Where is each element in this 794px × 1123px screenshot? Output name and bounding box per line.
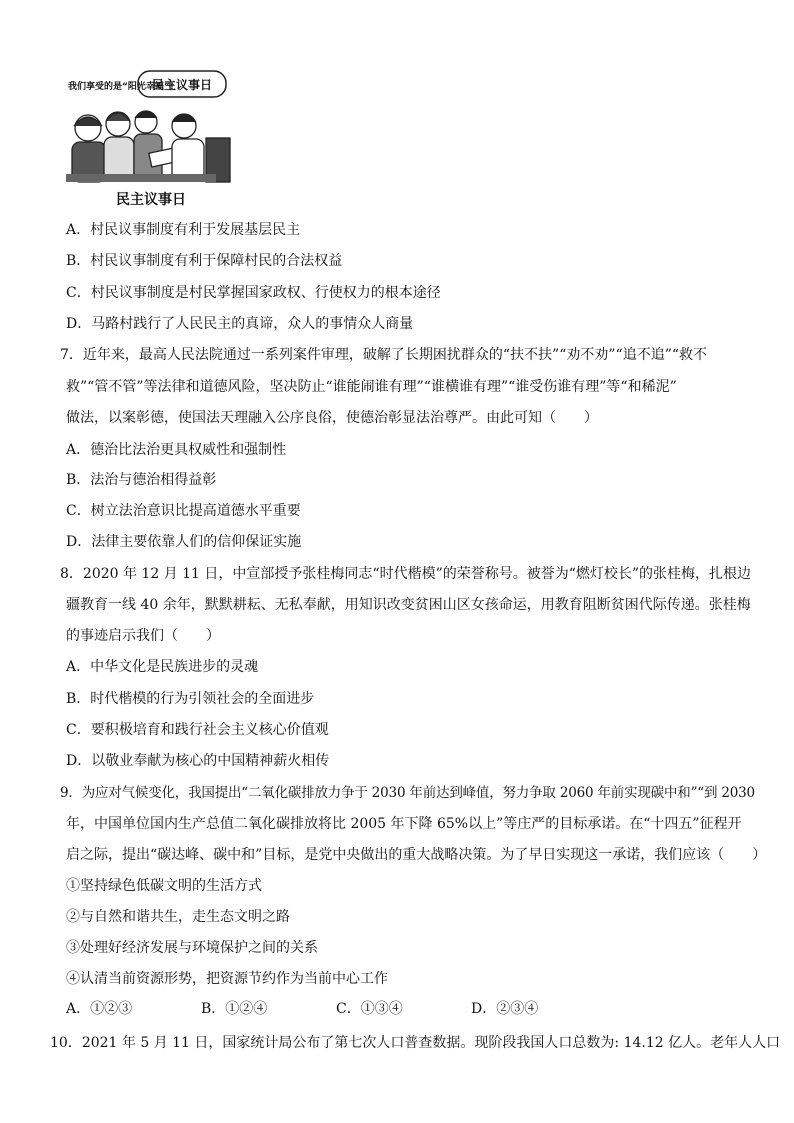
q10-stem-line1: 10．2021 年 5 月 11 日，国家统计局公布了第七次人口普查数据。现阶段我国人口总数为: 14.12 亿人。老年人人口 <box>50 1035 781 1051</box>
speech-line: 我们享受的是“阳光幸福”! <box>68 82 174 92</box>
q8-stem-line1: 8．2020 年 12 月 11 日，中宣部授予张桂梅同志“时代楷模”的荣誉称号。被誉为“燃灯校长”的张桂梅，扎根边 <box>60 566 752 582</box>
sign-text: 民主议事日 <box>151 78 213 92</box>
q7-option-a: A．德治比法治更具权威性和强制性 <box>66 442 287 458</box>
cartoon-drawing <box>66 66 236 191</box>
speech-text <box>68 80 174 92</box>
q8-stem-line3: 的事迹启示我们（ ） <box>66 628 220 644</box>
villager-hair <box>74 117 102 126</box>
q9-item-1: ①坚持绿色低碳文明的生活方式 <box>66 878 262 894</box>
q6-option-a: A．村民议事制度有利于发展基层民主 <box>66 222 301 238</box>
cartoon-caption: 民主议事日 <box>116 192 186 208</box>
q8-stem-line2: 疆教育一线 40 余年，默默耕耘、无私奉献，用知识改变贫困山区女孩命运，用教育阻断贫困代际传递。张桂梅 <box>66 597 751 613</box>
q9-choice-b: B．①②④ <box>201 1001 268 1017</box>
q9-stem-line2: 年，中国单位国内生产总值二氧化碳排放将比 2005 年下降 65%以上”等庄严的目标承诺。在“十四五”征程开 <box>66 816 742 832</box>
q8-option-b: B．时代楷模的行为引领社会的全面进步 <box>66 691 315 707</box>
q8-option-c: C．要积极培育和践行社会主义核心价值观 <box>66 722 329 738</box>
q7-stem-line3: 做法，以案彰德，使国法天理融入公序良俗，使德治彰显法治尊严。由此可知（ ） <box>66 410 598 426</box>
q9-item-2: ②与自然和谐共生，走生态文明之路 <box>66 909 290 925</box>
q9-choices <box>66 998 626 1018</box>
q9-item-3: ③处理好经济发展与环境保护之间的关系 <box>66 940 318 956</box>
q7-option-d: D．法律主要依靠人们的信仰保证实施 <box>66 534 302 550</box>
q9-choice-a: A．①②③ <box>66 1001 133 1017</box>
q6-option-c: C．村民议事制度是村民掌握国家政权、行使权力的根本途径 <box>66 285 441 301</box>
q7-stem-line2: 救”“管不管”等法律和道德风险，坚决防止“谁能闹谁有理”“谁横谁有理”“谁受伤谁有理”等“和稀泥” <box>66 379 677 395</box>
q9-item-4: ④认清当前资源形势，把资源节约作为当前中心工作 <box>66 971 388 987</box>
q6-option-b: B．村民议事制度有利于保障村民的合法权益 <box>66 253 343 269</box>
q7-stem-line1: 7．近年来，最高人民法院通过一系列案件审理，破解了长期困扰群众的“扶不扶”“劝不劝”“追不追”“救不 <box>60 347 708 363</box>
q9-choice-c: C．①③④ <box>336 1001 403 1017</box>
q6-option-d: D．马路村践行了人民民主的真谛，众人的事情众人商量 <box>66 316 414 332</box>
q8-option-d: D．以敬业奉献为核心的中国精神薪火相传 <box>66 753 330 769</box>
q8-option-a: A．中华文化是民族进步的灵魂 <box>66 659 259 675</box>
q7-option-b: B．法治与德治相得益彰 <box>66 472 217 488</box>
q9-stem-line1: 9．为应对气候变化，我国提出“二氧化碳排放力争于 2030 年前达到峰值，努力争取 2060 年前实现碳中和”“到 2030 <box>60 785 755 801</box>
cartoon-illustration <box>66 66 236 211</box>
q7-option-c: C．树立法治意识比提高道德水平重要 <box>66 503 301 519</box>
table <box>66 174 216 182</box>
q9-stem-line3: 启之际，提出“碳达峰、碳中和”目标，是党中央做出的重大战略决策。为了早日实现这一承诺，我们应该（ ） <box>66 847 767 863</box>
q9-choice-d: D．②③④ <box>471 1001 539 1017</box>
